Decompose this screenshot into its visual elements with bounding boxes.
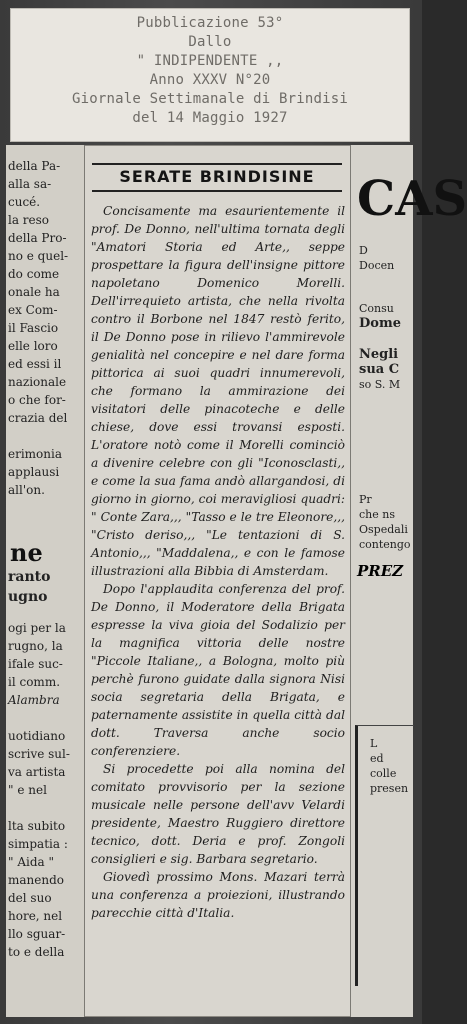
right-box-line: ed — [370, 752, 384, 765]
right-box-line: presen — [370, 782, 409, 795]
left-column-line — [6, 799, 84, 817]
right-line: Negli — [359, 347, 399, 362]
left-column-line: " Aida " — [8, 855, 55, 869]
right-advert-box — [355, 725, 414, 986]
label-line-from: Dallo — [188, 34, 232, 50]
right-line: Ospedali — [359, 523, 408, 536]
right-line: sua C — [359, 362, 400, 377]
left-column-line: della Pa- — [8, 159, 61, 173]
left-column-line: crazia del — [8, 411, 68, 425]
left-column-line: applausi — [8, 465, 60, 479]
left-column-line: onale ha — [8, 285, 60, 299]
right-line: Dome — [359, 316, 401, 331]
left-column-line: hore, nel — [8, 909, 63, 923]
left-column-line: erimonia — [8, 447, 62, 461]
right-adjacent-column — [350, 145, 467, 1017]
left-column-line: ogi per la — [8, 621, 66, 635]
left-column-line: cucé. — [8, 195, 41, 209]
left-column-line: all'on. — [8, 483, 45, 497]
label-line-date: del 14 Maggio 1927 — [132, 110, 288, 126]
article-body — [86, 202, 348, 922]
right-line: Consu — [359, 302, 394, 315]
left-column-line: o che for- — [8, 393, 66, 407]
left-column-line: lta subito — [8, 819, 66, 833]
left-column-line: llo sguar- — [8, 927, 66, 941]
right-line: so S. M — [359, 378, 401, 391]
label-line-year-number: Anno XXXV N°20 — [149, 72, 271, 88]
left-column-line — [6, 427, 84, 445]
left-heading-line-2: ranto — [8, 569, 51, 585]
article-headline: SERATE BRINDISINE — [92, 163, 342, 192]
archive-label-card — [10, 8, 410, 142]
left-column-line: ed essi il — [8, 357, 62, 371]
right-line: D — [359, 244, 368, 257]
right-price-heading: PREZ — [357, 562, 404, 580]
article-paragraph-2: Dopo l'applaudita conferenza del prof. De Donno, il Moderatore della Brigata espresse la viva gioia del Sodalizio per la magnifica vittoria delle nostre "Piccole Italiane,, a Bologna, molto più perchè furono guidate dalla signora Nisi socia segretaria della Brigata, e paternamente assistite in quella città dal dott. Traversa anche socio conferenziere. — [91, 582, 345, 758]
left-column-line: uotidiano — [8, 729, 66, 743]
left-column-line: elle loro — [8, 339, 58, 353]
newspaper-clipping — [6, 145, 467, 1017]
left-heading-fragment: ne — [10, 538, 43, 567]
right-line: Pr — [359, 493, 372, 506]
left-column-line: la reso — [8, 213, 50, 227]
right-line: Docen — [359, 259, 395, 272]
article-paragraph-3: Si procedette poi alla nomina del comitato provvisorio per la sezione musicale nelle persone dell'avv Velardi presidente, Maestro Ruggiero direttore tecnico, dott. Deria e prof. Zongoli consiglieri e sig. Barbara segretario. — [91, 762, 345, 866]
left-adjacent-column — [6, 145, 85, 1017]
right-line: che ns — [359, 508, 395, 521]
left-column-line: il comm. — [8, 675, 61, 689]
article-paragraph-4: Giovedì prossimo Mons. Mazari terrà una conferenza a proiezioni, illustrando parecchie città d'Italia. — [91, 870, 345, 920]
label-line-publication: Pubblicazione 53° — [136, 15, 284, 31]
right-advert-caption: CAS — [357, 171, 467, 227]
label-line-description: Giornale Settimanale di Brindisi — [71, 91, 349, 107]
archive-label-text — [10, 8, 410, 128]
left-column-line — [6, 709, 84, 727]
left-column-line: scrive sul- — [8, 747, 70, 761]
left-column-line: ifale suc- — [8, 657, 63, 671]
left-column-line: ex Com- — [8, 303, 58, 317]
article-paragraph-1: Concisamente ma esaurientemente il prof. De Donno, nell'ultima tornata degli "Amatori Storia ed Arte,, seppe prospettare la figura dell'insigne pittore napoletano Domenico Morelli. Dell'irrequieto artista, che nella rivolta contro il Borbone nel 1847 restò ferito, il De Donno pose in rilievo l'ammirevole genialità nel concepire e nel dare forma pittorica ai suoi quadri innumerevoli, che formano la ammirazione dei visitatori delle pinacoteche e delle chiese, dove essi trovansi esposti. L'oratore notò come il Morelli cominciò a divenire celebre con gli "Iconosclasti,, e come la sua fama andò allargandosi, di giorno in giorno, coi meravigliosi quadri: " Conte Zara,,, "Tasso e le tre Eleonore,,, "Cristo deriso,,, "Le tentazioni di S. Antonio,,, "Maddalena,, e con le famose illustrazioni alla Bibbia di Amsterdam. — [91, 204, 345, 578]
left-heading-line-3: ugno — [8, 589, 48, 605]
left-column-line: do come — [8, 267, 60, 281]
left-column-line: nazionale — [8, 375, 67, 389]
left-column-line: no e quel- — [8, 249, 69, 263]
left-column-line: della Pro- — [8, 231, 67, 245]
left-column-line: rugno, la — [8, 639, 63, 653]
left-column-line: to e della — [8, 945, 65, 959]
left-column-line: " e nel — [8, 783, 47, 797]
left-column-line: manendo — [8, 873, 64, 887]
right-line: contengo — [359, 538, 411, 551]
article-column — [86, 145, 348, 1017]
right-box-line: L — [370, 737, 378, 750]
left-column-line: Alambra — [8, 693, 60, 707]
right-box-line: colle — [370, 767, 397, 780]
left-column-line: del suo — [8, 891, 52, 905]
left-column-line: alla sa- — [8, 177, 52, 191]
label-line-newspaper: " INDIPENDENTE ,, — [136, 53, 284, 69]
left-column-line: il Fascio — [8, 321, 59, 335]
left-column-line: simpatia : — [8, 837, 68, 851]
left-column-line: va artista — [8, 765, 66, 779]
